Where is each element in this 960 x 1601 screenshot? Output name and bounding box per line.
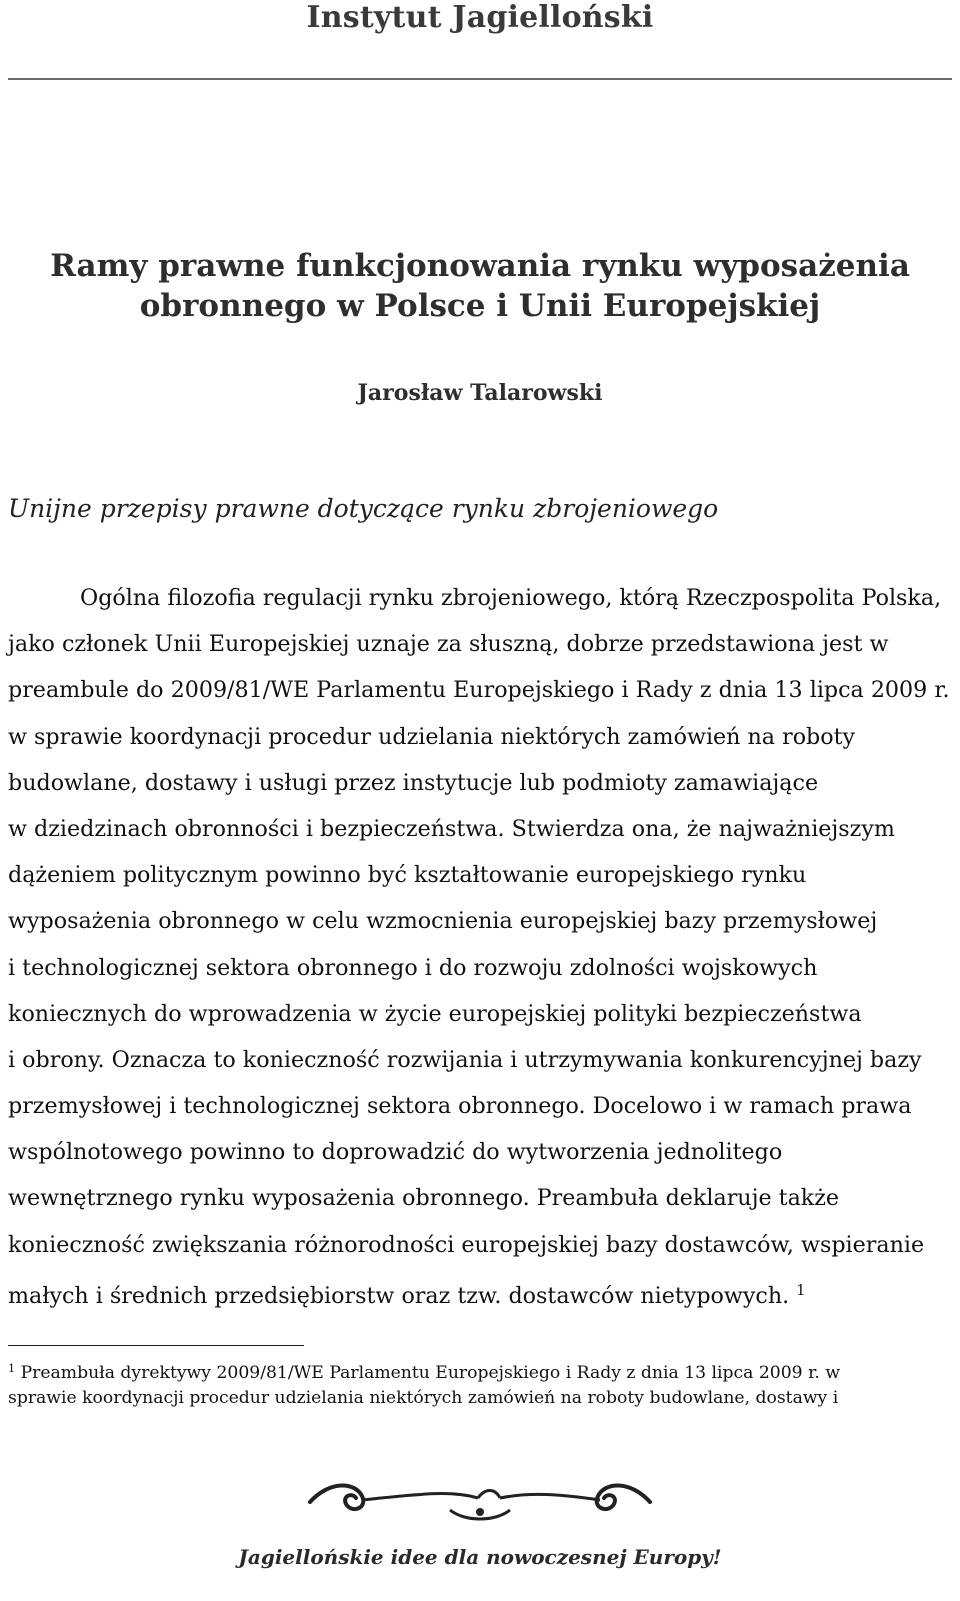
paragraph-line: wspólnotowego powinno to doprowadzić do wytworzenia jednolitego [8,1139,783,1166]
footnote-separator [8,1345,304,1346]
paragraph-line: preambule do 2009/81/WE Parlamentu Europejskiego i Rady z dnia 13 lipca 2009 r. [8,677,950,704]
paragraph-line: koniecznych do wprowadzenia w życie europejskiej polityki bezpieczeństwa [8,1000,862,1027]
footnote-number: 1 [8,1362,16,1375]
paragraph-line: dążeniem politycznym powinno być kształtowanie europejskiego rynku [8,862,807,889]
paragraph-line: Ogólna filozofia regulacji rynku zbrojeniowego, którą Rzeczpospolita Polska, [80,585,942,611]
title-line-1: Ramy prawne funkcjonowania rynku wyposażenia [50,248,910,284]
header-divider [8,78,952,80]
paragraph-line: i technologicznej sektora obronnego i do rozwoju zdolności wojskowych [8,954,818,981]
author-name: Jarosław Talarowski [357,380,603,406]
body-paragraph [8,575,948,1314]
paragraph-line: przemysłowej i technologicznej sektora obronnego. Docelowo i w ramach prawa [8,1093,912,1120]
ornament-flourish-icon [300,1470,660,1540]
footnote-line [8,1356,948,1386]
paragraph-line: i obrony. Oznacza to konieczność rozwijania i utrzymywania konkurencyjnej bazy [8,1046,922,1073]
footnote-reference[interactable]: 1 [796,1282,806,1299]
footnote-line: sprawie koordynacji procedur udzielania niektórych zamówień na roboty budowlane, dostawy i [8,1388,839,1409]
paragraph-line: wyposażenia obronnego w celu wzmocnienia europejskiej bazy przemysłowej [8,908,878,935]
footnote [8,1356,948,1411]
paragraph-line: konieczność zwiększania różnorodności europejskiej bazy dostawców, wspieranie [8,1231,925,1258]
paragraph-text: małych i średnich przedsiębiorstw oraz tzw. dostawców nietypowych. [8,1282,790,1309]
institution-header: Instytut Jagielloński [306,0,654,35]
footnote-text: Preambuła dyrektywy 2009/81/WE Parlamentu Europejskiego i Rady z dnia 13 lipca 2009 r. w [20,1363,841,1384]
section-heading: Unijne przepisy prawne dotyczące rynku zbrojeniowego [8,494,719,523]
paragraph-line: wewnętrznego rynku wyposażenia obronnego. Preambuła deklaruje także [8,1185,840,1212]
paragraph-line: w sprawie koordynacji procedur udzielania niektórych zamówień na roboty [8,723,856,750]
paragraph-last-line [8,1268,948,1314]
paragraph-line: budowlane, dostawy i usługi przez instytucje lub podmioty zamawiające [8,769,819,796]
footer-slogan: Jagiellońskie idee dla nowoczesnej Europy! [238,1545,722,1569]
paragraph-line: w dziedzinach obronności i bezpieczeństwa. Stwierdza ona, że najważniejszym [8,815,895,842]
paragraph-line: jako członek Unii Europejskiej uznaje za słuszną, dobrze przedstawiona jest w [8,631,889,658]
title-line-2: obronnego w Polsce i Unii Europejskiej [139,288,821,324]
document-title [0,246,960,326]
